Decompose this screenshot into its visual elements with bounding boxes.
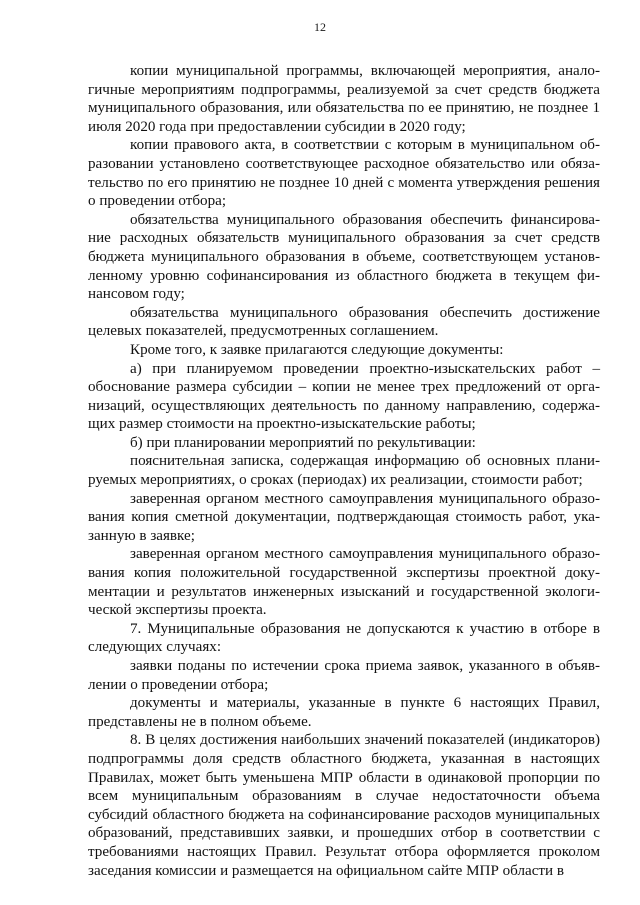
page-number: 12 bbox=[314, 20, 326, 34]
paragraph-item-b: б) при планировании мероприятий по рекультивации: bbox=[130, 434, 476, 451]
paragraph-section-7: 7. Муниципальные образования не допускаются к участию в отборе в следующих случаях: bbox=[88, 620, 600, 656]
paragraph-expertise-copy: заверенная органом местного самоуправления муниципального образования копия положительной государственной экспертизы проектной документации и результатов инженерных изысканий и государственной экологической экспертизы проекта. bbox=[88, 546, 600, 619]
paragraph-explanatory-note: пояснительная записка, содержащая информацию об основных планируемых мероприятиях, о сроках (периодах) их реализации, стоимости работ; bbox=[88, 453, 600, 489]
paragraph-additional-documents: Кроме того, к заявке прилагаются следующие документы: bbox=[130, 341, 504, 358]
paragraph-financing-obligations: обязательства муниципального образования обеспечить финансирование расходных обязательств муниципального образования за счет средств бюджета муниципального образования в объеме, соответствующем установленному уровню софинансирования из областного бюджета в текущем финансовом году; bbox=[88, 211, 600, 303]
paragraph-legal-act-copies: копии правового акта, в соответствии с которым в муниципальном образовании установлено соответствующее расходное обязательство или обязательство по его принятию не позднее 10 дней с момента утверждения решения о проведении отбора; bbox=[88, 137, 600, 210]
paragraph-section-8: 8. В целях достижения наибольших значений показателей (индикаторов) подпрограммы доля средств областного бюджета, указанная в настоящих Правилах, может быть уменьшена МПР области в одинаковой пропорции по всем муниципальным образованиям в случае недостаточности объема субсидий областного бюджета на софинансирование расходов муниципальных образований, представивших заявки, и прошедших отбор в соответствии с требованиями настоящих Правил. Результат отбора оформляется проколом заседания комиссии и размещается на официальном сайте МПР области в bbox=[88, 732, 600, 879]
paragraph-target-indicators: обязательства муниципального образования обеспечить достижение целевых показателей, предусмотренных соглашением. bbox=[88, 304, 600, 340]
paragraph-item-a: а) при планируемом проведении проектно-изыскательских работ – обоснование размера субсидии – копии не менее трех предложений от организаций, осуществляющих деятельность по данному направлению, содержащих размер стоимости на проектно-изыскательские работы; bbox=[88, 360, 600, 433]
paragraph-program-copies: копии муниципальной программы, включающей мероприятия, аналогичные мероприятиям подпрограммы, реализуемой за счет средств бюджета муниципального образования, или обязательства по ее принятию, не позднее 1 июля 2020 года при предоставлении субсидии в 2020 году; bbox=[88, 63, 600, 135]
paragraph-estimate-copy: заверенная органом местного самоуправления муниципального образования копия сметной документации, подтверждающая стоимость работ, указанную в заявке; bbox=[88, 490, 600, 544]
paragraph-late-applications: заявки поданы по истечении срока приема заявок, указанного в объявлении о проведении отбора; bbox=[88, 658, 600, 693]
paragraph-incomplete-documents: документы и материалы, указанные в пункте 6 настоящих Правил, представлены не в полном объеме. bbox=[88, 695, 600, 730]
body-text bbox=[88, 62, 600, 880]
